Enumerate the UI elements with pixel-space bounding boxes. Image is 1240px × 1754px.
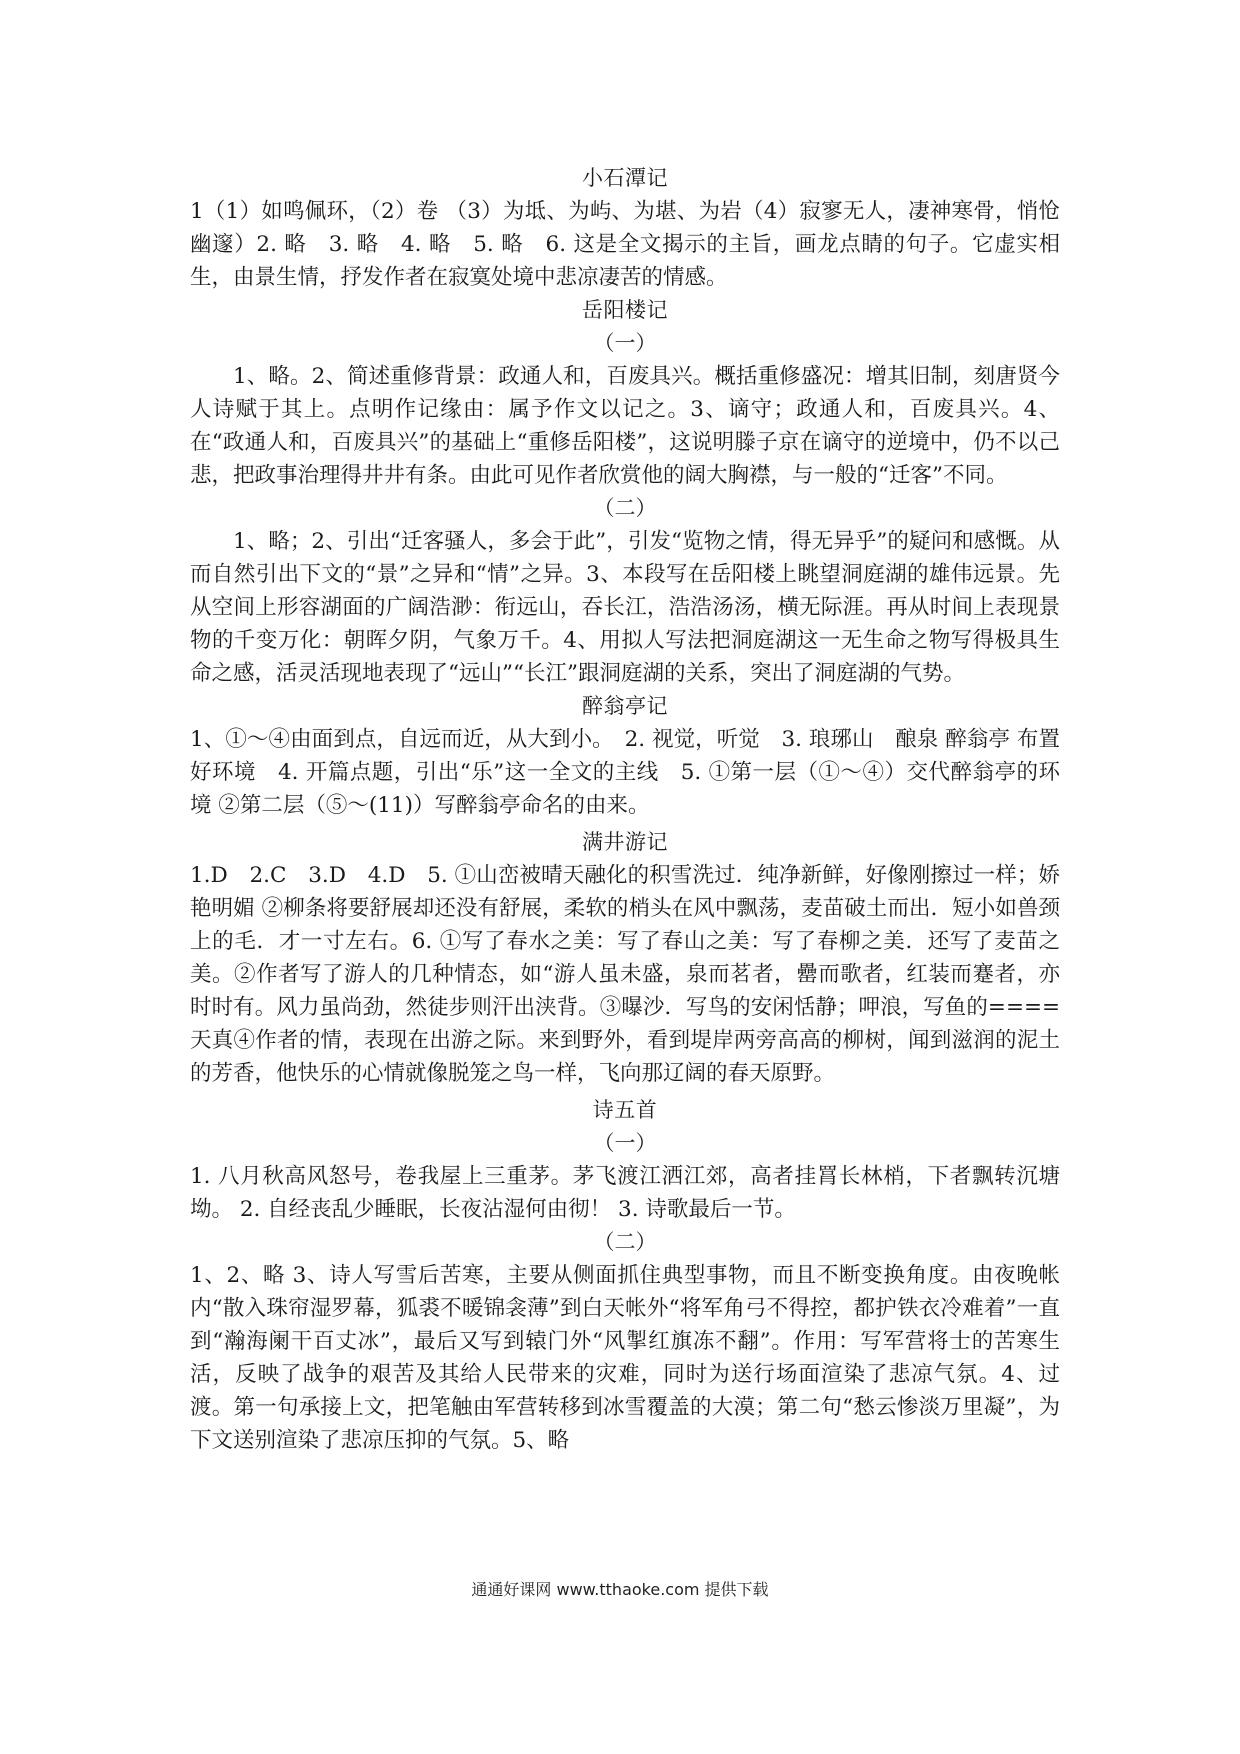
footer-credit: 通通好课网 www.tthaoke.com 提供下载 (471, 1580, 769, 1599)
answer-paragraph: 1（1）如鸣佩环，（2）卷 （3）为坻、为屿、为堪、为岩（4）寂寥无人，凄神寒骨，悄怆幽邃）2. 略 3. 略 4. 略 5. 略 6. 这是全文揭示的主旨，画龙点睛的句子。它虚实相生，由景生情，抒发作者在寂寞处境中悲凉凄苦的情感。 (190, 199, 1060, 290)
document-content (190, 162, 1060, 1457)
section-title-zuiwengting: 醉翁亭记 (582, 694, 668, 718)
section-title-yueyanglou: 岳阳楼记 (582, 298, 668, 322)
section-title-xiaoshitan: 小石潭记 (582, 166, 668, 190)
section-title-manjing: 满井游记 (582, 830, 668, 854)
answer-paragraph: 1. 八月秋高风怒号，卷我屋上三重茅。茅飞渡江洒江郊，高者挂罥长林梢，下者飘转沉塘坳。 2. 自经丧乱少睡眠，长夜沾湿何由彻！ 3. 诗歌最后一节。 (190, 1164, 1060, 1222)
answer-paragraph: 1、略。2、简述重修背景：政通人和，百废具兴。概括重修盛况：增其旧制，刻唐贤今人诗赋于其上。点明作记缘由：属予作文以记之。3、谪守；政通人和，百废具兴。4、在“政通人和，百废具兴”的基础上“重修岳阳楼”，这说明滕子京在谪守的逆境中，仍不以己悲，把政事治理得井井有条。由此可见作者欣赏他的阔大胸襟，与一般的“迁客”不同。 (190, 364, 1060, 488)
part-label: （二） (593, 496, 657, 520)
part-label: （一） (593, 331, 657, 355)
answer-paragraph: 1、略；2、引出“迁客骚人，多会于此”，引发“览物之情，得无异乎”的疑问和感慨。从而自然引出下文的“景”之异和“情”之异。3、本段写在岳阳楼上眺望洞庭湖的雄伟远景。先从空间上形容湖面的广阔浩渺：衔远山，吞长江，浩浩汤汤，横无际涯。再从时间上表现景物的千变万化：朝晖夕阴，气象万千。4、用拟人写法把洞庭湖这一无生命之物写得极具生命之感，活灵活现地表现了“远山”“长江”跟洞庭湖的关系，突出了洞庭湖的气势。 (190, 529, 1060, 686)
part-label: （一） (593, 1131, 657, 1155)
answer-paragraph: 1.D 2.C 3.D 4.D 5. ①山峦被晴天融化的积雪洗过．纯净新鲜，好像刚擦过一样；娇艳明媚 ②柳条将要舒展却还没有舒展，柔软的梢头在风中飘荡，麦苗破土而出．短小如兽颈上的毛．才一寸左右。6. ①写了春水之美：写了春山之美：写了春柳之美．还写了麦苗之美。②作者写了游人的几种情态，如“游人虽未盛，泉而茗者，罍而歌者，红装而蹇者，亦时时有。风力虽尚劲，然徒步则汗出浃背。③曝沙．写鸟的安闲恬静；呷浪，写鱼的====天真④作者的情，表现在出游之际。来到野外，看到堤岸两旁高高的柳树，闻到滋润的泥土的芳香，他快乐的心情就像脱笼之鸟一样，飞向那辽阔的春天原野。 (190, 863, 1060, 1086)
part-label: （二） (593, 1230, 657, 1254)
answer-paragraph: 1、①～④由面到点，自远而近，从大到小。 2. 视觉，听觉 3. 琅琊山 酿泉 醉翁亭 布置好环境 4. 开篇点题，引出“乐”这一全文的主线 5. ①第一层（①～④）交代醉翁亭的环境 ②第二层（⑤～(11)）写醉翁亭命名的由来。 (190, 727, 1060, 818)
section-title-shiwushou: 诗五首 (592, 1098, 658, 1122)
answer-paragraph: 1、2、略 3、诗人写雪后苦寒，主要从侧面抓住典型事物，而且不断变换角度。由夜晚帐内“散入珠帘湿罗幕，狐裘不暖锦衾薄”到白天帐外“将军角弓不得控，都护铁衣冷难着”一直到“瀚海阑干百丈冰”，最后又写到辕门外“风掣红旗冻不翻”。作用：写军营将士的苦寒生活，反映了战争的艰苦及其给人民带来的灾难，同时为送行场面渲染了悲凉气氛。4、过渡。第一句承接上文，把笔触由军营转移到冰雪覆盖的大漠；第二句“愁云惨淡万里凝”，为下文送别渲染了悲凉压抑的气氛。5、略 (190, 1263, 1060, 1453)
